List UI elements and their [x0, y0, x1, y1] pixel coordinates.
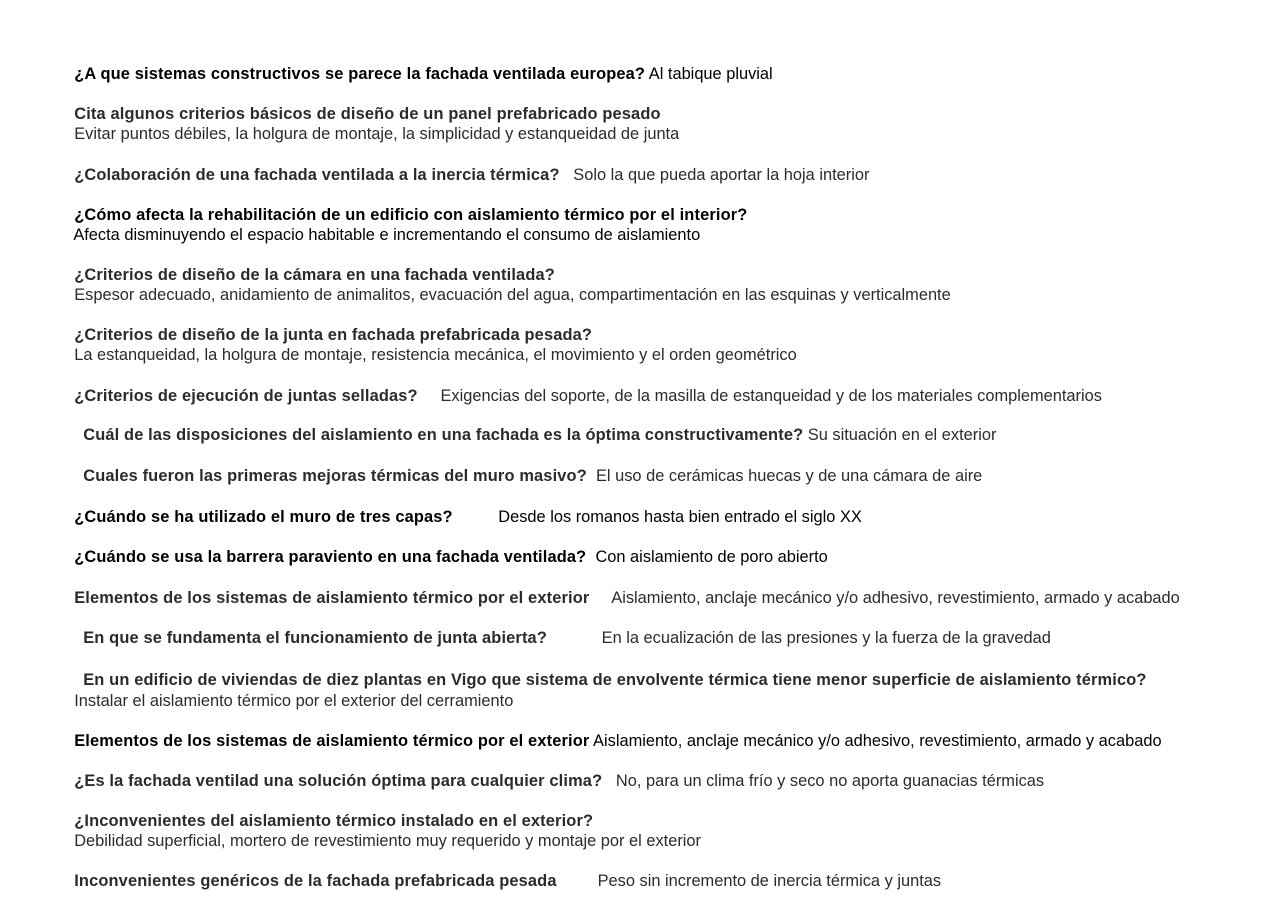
answer-text: Aislamiento, anclaje mecánico y/o adhesivo, revestimiento, armado y acabado	[593, 732, 1162, 750]
qa-item	[56, 851, 941, 911]
answer-text: Peso sin incremento de inercia térmica y juntas	[597, 872, 942, 890]
question-text: ¿Cuándo se usa la barrera paraviento en una fachada ventilada?	[74, 548, 587, 566]
answer-text: No, para un clima frío y seco no aporta guanacias térmicas	[615, 772, 1045, 790]
question-text: Cuál de las disposiciones del aislamiento en una fachada es la óptima constructivamente?	[83, 426, 804, 444]
answer-text: Evitar puntos débiles, la holgura de montaje, la simplicidad y estanqueidad de junta	[74, 125, 680, 143]
question-text: En un edificio de viviendas de diez plantas en Vigo que sistema de envolvente térmica tiene menor superficie de aislamiento térmico?	[83, 671, 1147, 689]
answer-text: Exigencias del soporte, de la masilla de estanqueidad y de los materiales complementarios	[440, 387, 1102, 405]
question-text: ¿Criterios de diseño de la junta en fachada prefabricada pesada?	[74, 326, 593, 344]
answer-text: En la ecualización de las presiones y la fuerza de la gravedad	[601, 629, 1051, 647]
answer-text: Con aislamiento de poro abierto	[595, 548, 828, 566]
answer-text: Instalar el aislamiento térmico por el exterior del cerramiento	[74, 692, 514, 710]
answer-text: El uso de cerámicas huecas y de una cámara de aire	[595, 467, 983, 485]
answer-text: Su situación en el exterior	[807, 426, 997, 444]
answer-text: Al tabique pluvial	[648, 65, 773, 83]
answer-text: Espesor adecuado, anidamiento de animalitos, evacuación del agua, compartimentación en las esquinas y verticalmente	[74, 286, 951, 304]
answer-text: Aislamiento, anclaje mecánico y/o adhesivo, revestimiento, armado y acabado	[611, 589, 1180, 607]
question-text: ¿Criterios de ejecución de juntas selladas?	[74, 387, 418, 405]
question-text: Cita algunos criterios básicos de diseño de un panel prefabricado pesado	[74, 105, 661, 123]
question-text: Inconvenientes genéricos de la fachada prefabricada pesada	[74, 872, 557, 890]
question-text: En que se fundamenta el funcionamiento de junta abierta?	[83, 629, 547, 647]
question-text: ¿Cómo afecta la rehabilitación de un edificio con aislamiento térmico por el interior?	[74, 206, 748, 224]
answer-text: Debilidad superficial, mortero de revestimiento muy requerido y montaje por el exterior	[74, 832, 701, 850]
answer-text: Afecta disminuyendo el espacio habitable e incrementando el consumo de aislamiento	[73, 226, 701, 244]
question-text: ¿Colaboración de una fachada ventilada a la inercia térmica?	[74, 166, 560, 184]
question-text: Cuales fueron las primeras mejoras térmicas del muro masivo?	[83, 467, 587, 485]
question-text: ¿Inconvenientes del aislamiento térmico instalado en el exterior?	[74, 812, 594, 830]
question-text: ¿Cuándo se ha utilizado el muro de tres capas?	[74, 508, 453, 526]
question-text: ¿Es la fachada ventilad una solución óptima para cualquier clima?	[74, 772, 603, 790]
question-text: Elementos de los sistemas de aislamiento térmico por el exterior	[74, 589, 590, 607]
answer-text: Desde los romanos hasta bien entrado el siglo XX	[498, 508, 862, 526]
answer-text: La estanqueidad, la holgura de montaje, resistencia mecánica, el movimiento y el orden geométrico	[74, 346, 797, 364]
answer-text: Solo la que pueda aportar la hoja interior	[573, 166, 870, 184]
question-text: ¿A que sistemas constructivos se parece la fachada ventilada europea?	[74, 65, 646, 83]
question-text: ¿Criterios de diseño de la cámara en una fachada ventilada?	[74, 266, 555, 284]
question-text: Elementos de los sistemas de aislamiento térmico por el exterior	[74, 732, 590, 750]
